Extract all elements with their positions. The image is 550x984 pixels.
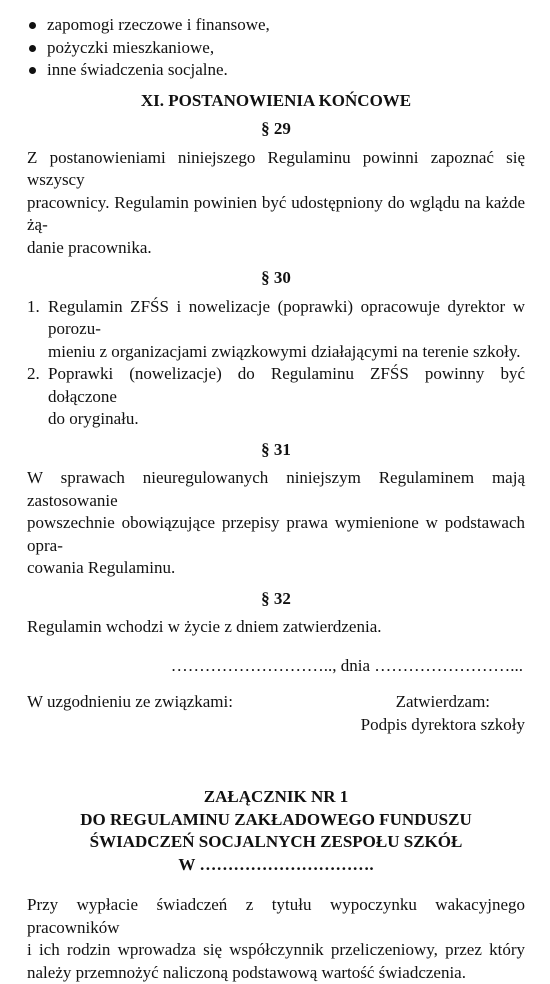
- list-item: [27, 14, 525, 37]
- list-item: [27, 363, 525, 431]
- body-line: Przy wypłacie świadczeń z tytułu wypoczynku wakacyjnego pracowników: [27, 894, 525, 939]
- annex-title-line: W ………………………….: [27, 854, 525, 877]
- date-line: ……………………….., dnia ……………………...: [27, 655, 525, 678]
- body-line: i ich rodzin wprowadza się współczynnik przeliczeniowy, przez który: [27, 939, 525, 962]
- body-line: W sprawach nieuregulowanych niniejszym Regulaminem mają zastosowanie: [27, 467, 525, 512]
- list-item: [27, 37, 525, 60]
- item-number: 2.: [27, 363, 40, 386]
- body-line: cowania Regulaminu.: [27, 557, 525, 580]
- section-32-heading: § 32: [27, 588, 525, 611]
- annex-title-line: ŚWIADCZEŃ SOCJALNYCH ZESPOŁU SZKÓŁ: [27, 831, 525, 854]
- body-line: należy przemnożyć naliczoną podstawową wartość świadczenia.: [27, 962, 525, 984]
- annex-title-line: DO REGULAMINU ZAKŁADOWEGO FUNDUSZU: [27, 809, 525, 832]
- list-item-text: zapomogi rzeczowe i finansowe,: [47, 15, 270, 34]
- union-agreement-label: W uzgodnieniu ze związkami:: [27, 691, 233, 714]
- section-31-heading: § 31: [27, 439, 525, 462]
- annex-title: [27, 786, 525, 876]
- list-item: [27, 296, 525, 364]
- chapter-title: XI. POSTANOWIENIA KOŃCOWE: [27, 90, 525, 113]
- signature-block: [27, 691, 525, 739]
- section-30-list: [27, 296, 525, 431]
- list-item-text: inne świadczenia socjalne.: [47, 60, 228, 79]
- annex-title-line: ZAŁĄCZNIK NR 1: [27, 786, 525, 809]
- body-line: do oryginału.: [48, 408, 525, 431]
- section-29-heading: § 29: [27, 118, 525, 141]
- list-item-text: pożyczki mieszkaniowe,: [47, 38, 214, 57]
- list-item: [27, 59, 525, 82]
- bullet-icon: [29, 67, 36, 74]
- approval-title: Zatwierdzam:: [361, 691, 525, 714]
- body-line: Z postanowieniami niniejszego Regulaminu powinni zapoznać się wszyscy: [27, 147, 525, 192]
- item-number: 1.: [27, 296, 40, 319]
- section-31-body: [27, 467, 525, 580]
- section-29-body: [27, 147, 525, 260]
- body-line: pracownicy. Regulamin powinien być udostępniony do wglądu na każde żą-: [27, 192, 525, 237]
- body-line: Regulamin ZFŚS i nowelizacje (poprawki) opracowuje dyrektor w porozu-: [48, 296, 525, 341]
- section-32-body: Regulamin wchodzi w życie z dniem zatwierdzenia.: [27, 616, 525, 639]
- body-line: mieniu z organizacjami związkowymi działającymi na terenie szkoły.: [48, 341, 525, 364]
- approval-block: [361, 691, 525, 736]
- annex-body: [27, 894, 525, 984]
- document-page: [27, 14, 525, 984]
- bullet-icon: [29, 22, 36, 29]
- benefits-list: [27, 14, 525, 82]
- director-signature-label: Podpis dyrektora szkoły: [361, 714, 525, 737]
- body-line: danie pracownika.: [27, 237, 525, 260]
- bullet-icon: [29, 45, 36, 52]
- body-line: Poprawki (nowelizacje) do Regulaminu ZFŚS powinny być dołączone: [48, 363, 525, 408]
- body-line: powszechnie obowiązujące przepisy prawa wymienione w podstawach opra-: [27, 512, 525, 557]
- section-30-heading: § 30: [27, 267, 525, 290]
